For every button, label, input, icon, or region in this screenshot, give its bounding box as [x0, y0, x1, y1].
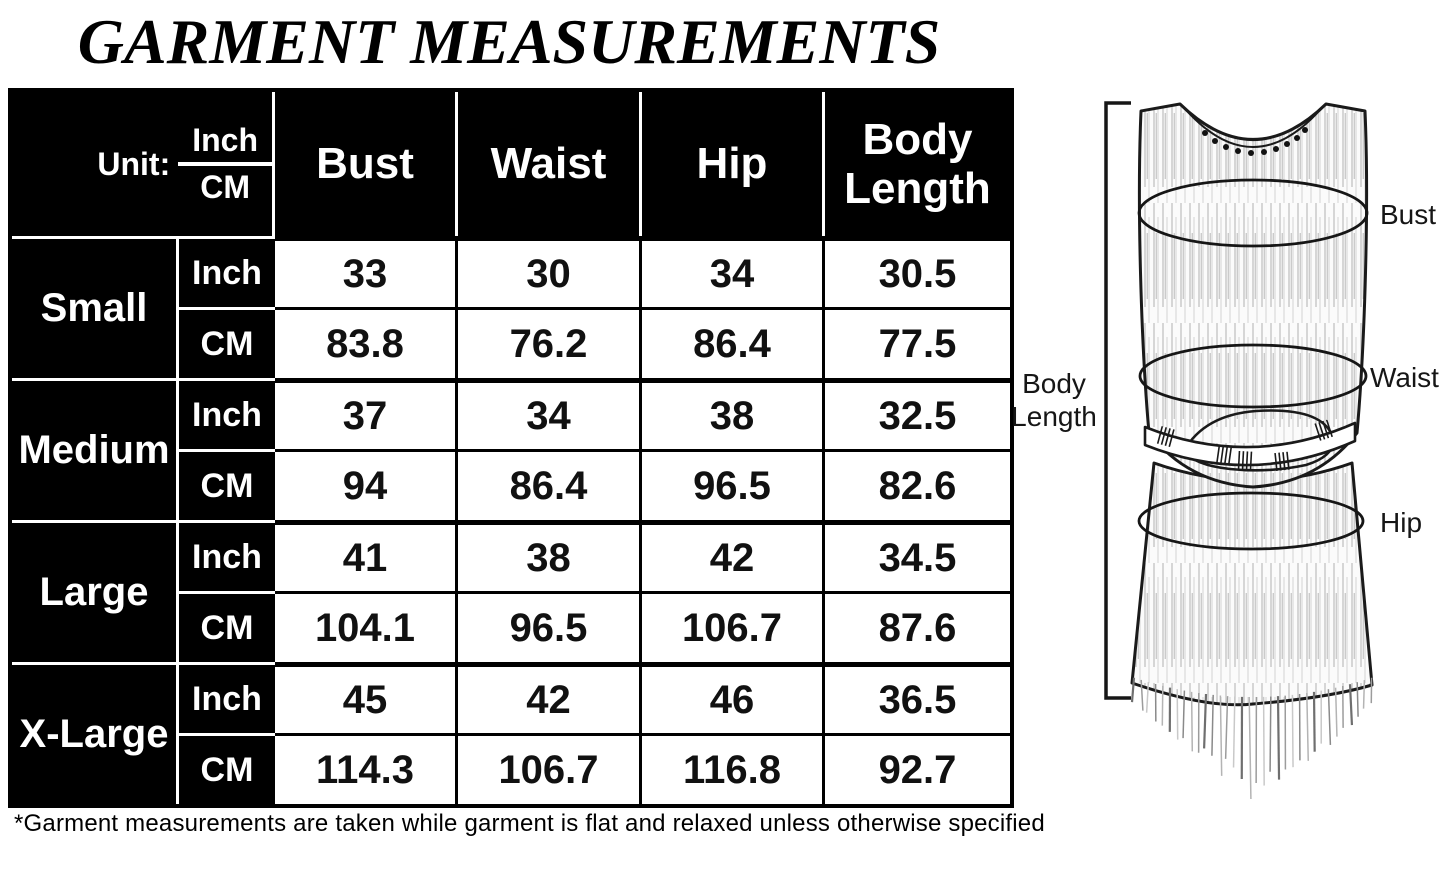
unit-fraction — [178, 122, 272, 206]
value-medium-cm-waist: 86.4 — [458, 449, 642, 520]
page-title: GARMENT MEASUREMENTS — [77, 6, 941, 77]
value-large-cm-body-length: 87.6 — [825, 591, 1010, 662]
value-x-large-inch-bust: 45 — [275, 662, 458, 733]
waist-label: Waist — [1370, 362, 1439, 393]
value-x-large-cm-body-length: 92.7 — [825, 733, 1010, 804]
row-unit-x-large-inch: Inch — [179, 662, 275, 733]
row-unit-small-cm: CM — [179, 307, 275, 378]
unit-inch-label: Inch — [178, 122, 272, 166]
column-header-waist: Waist — [458, 92, 642, 236]
value-x-large-cm-waist: 106.7 — [458, 733, 642, 804]
row-unit-medium-inch: Inch — [179, 378, 275, 449]
value-large-inch-body-length: 34.5 — [825, 520, 1010, 591]
hip-label: Hip — [1380, 507, 1423, 538]
body-length-label-line1: Body — [1022, 368, 1086, 399]
column-header-body-length: Body Length — [825, 92, 1010, 236]
row-unit-large-cm: CM — [179, 591, 275, 662]
unit-cm-label: CM — [200, 169, 250, 205]
value-large-inch-hip: 42 — [642, 520, 825, 591]
value-medium-cm-body-length: 82.6 — [825, 449, 1010, 520]
value-x-large-cm-bust: 114.3 — [275, 733, 458, 804]
unit-label: Unit: — [97, 145, 171, 182]
unit-header-cell — [12, 92, 275, 236]
value-small-cm-waist: 76.2 — [458, 307, 642, 378]
value-x-large-inch-body-length: 36.5 — [825, 662, 1010, 733]
value-small-inch-bust: 33 — [275, 236, 458, 307]
column-header-bust: Bust — [275, 92, 458, 236]
value-large-cm-hip: 106.7 — [642, 591, 825, 662]
dress-illustration — [1132, 104, 1372, 799]
size-label-medium: Medium — [12, 378, 179, 520]
size-label-large: Large — [12, 520, 179, 662]
value-x-large-cm-hip: 116.8 — [642, 733, 825, 804]
value-medium-inch-waist: 34 — [458, 378, 642, 449]
body-length-bracket — [1106, 103, 1131, 698]
value-medium-cm-bust: 94 — [275, 449, 458, 520]
value-medium-cm-hip: 96.5 — [642, 449, 825, 520]
value-x-large-inch-waist: 42 — [458, 662, 642, 733]
size-label-x-large: X-Large — [12, 662, 179, 804]
value-small-inch-waist: 30 — [458, 236, 642, 307]
size-label-small: Small — [12, 236, 179, 378]
dress-skirt — [1132, 463, 1372, 705]
value-small-inch-hip: 34 — [642, 236, 825, 307]
value-small-cm-body-length: 77.5 — [825, 307, 1010, 378]
row-unit-large-inch: Inch — [179, 520, 275, 591]
row-unit-x-large-cm: CM — [179, 733, 275, 804]
value-x-large-inch-hip: 46 — [642, 662, 825, 733]
row-unit-small-inch: Inch — [179, 236, 275, 307]
dress-measurement-diagram — [1008, 83, 1445, 893]
value-large-inch-bust: 41 — [275, 520, 458, 591]
value-medium-inch-bust: 37 — [275, 378, 458, 449]
measurement-table — [8, 88, 1014, 808]
value-medium-inch-body-length: 32.5 — [825, 378, 1010, 449]
value-small-cm-bust: 83.8 — [275, 307, 458, 378]
value-large-cm-bust: 104.1 — [275, 591, 458, 662]
value-large-cm-waist: 96.5 — [458, 591, 642, 662]
bust-label: Bust — [1380, 199, 1437, 230]
value-small-inch-body-length: 30.5 — [825, 236, 1010, 307]
row-unit-medium-cm: CM — [179, 449, 275, 520]
value-small-cm-hip: 86.4 — [642, 307, 825, 378]
column-header-hip: Hip — [642, 92, 825, 236]
footnote: *Garment measurements are taken while garment is flat and relaxed unless otherwise specified — [14, 810, 1045, 837]
body-length-label-line2: Length — [1011, 401, 1097, 432]
value-large-inch-waist: 38 — [458, 520, 642, 591]
value-medium-inch-hip: 38 — [642, 378, 825, 449]
